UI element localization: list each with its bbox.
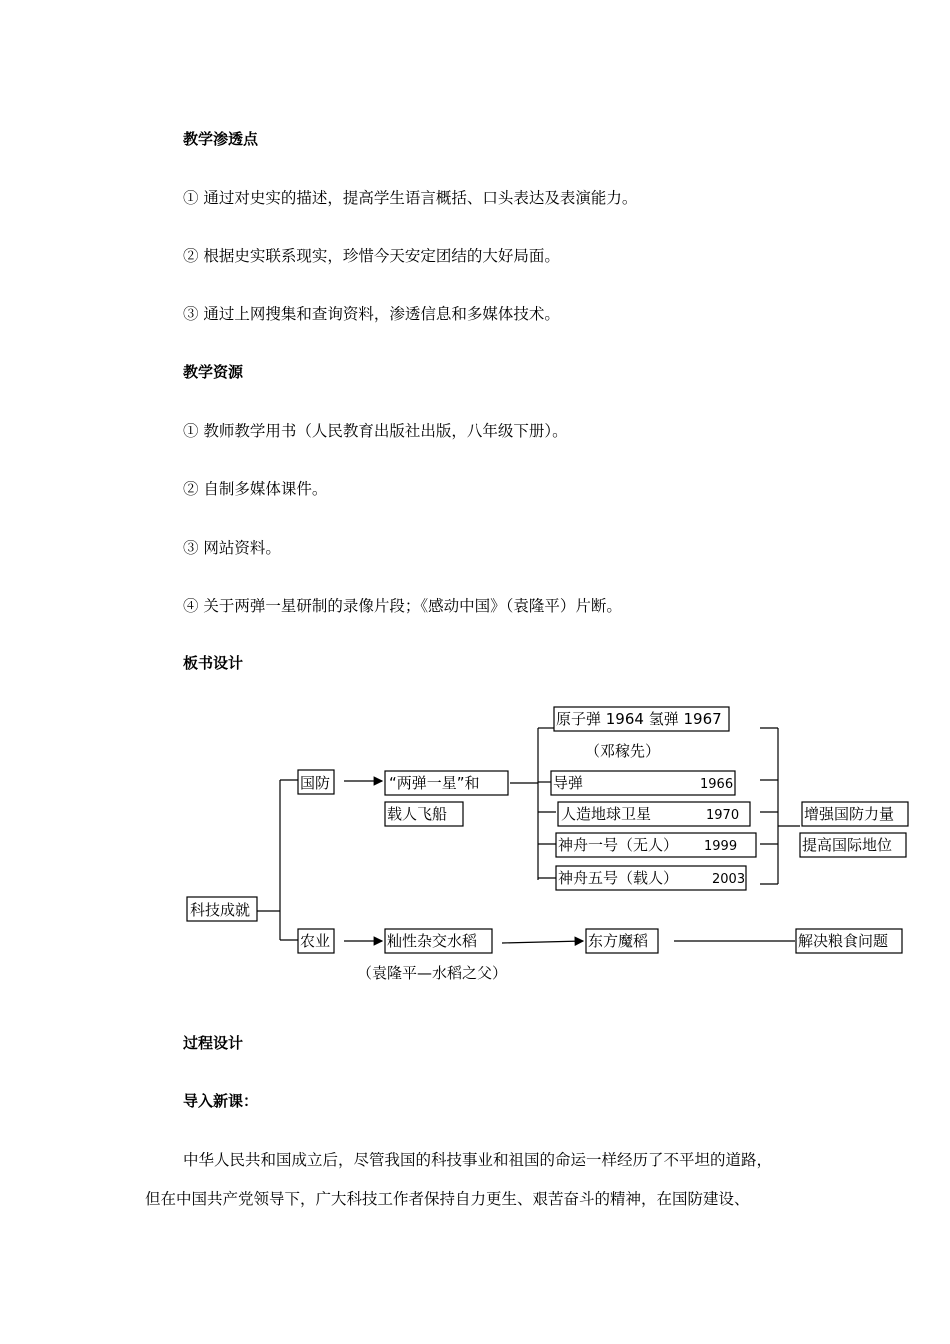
shenzhou5-year: 2003 xyxy=(712,872,746,887)
manned-ship-label: 载人飞船 xyxy=(387,805,448,823)
magic-rice-label: 东方魔稻 xyxy=(588,932,649,950)
heading-penetration: 教学渗透点 xyxy=(183,130,259,148)
atomic-person: （邓稼先） xyxy=(585,742,661,760)
paragraph-line: 中华人民共和国成立后，尽管我国的科技事业和祖国的命运一样经历了不平坦的道路， xyxy=(183,1151,773,1169)
missile-year: 1966 xyxy=(700,777,734,792)
arrow xyxy=(502,941,583,943)
agriculture-label: 农业 xyxy=(300,932,331,950)
heading-resources: 教学资源 xyxy=(183,363,244,381)
penetration-item-3: ③ 通过上网搜集和查询资料，渗透信息和多媒体技术。 xyxy=(183,305,560,323)
resource-item-3: ③ 网站资料。 xyxy=(183,539,281,557)
rice-label: 籼性杂交水稻 xyxy=(387,932,478,950)
root-label: 科技成就 xyxy=(190,901,251,919)
missile-label: 导弹 xyxy=(553,774,584,792)
paragraph-line: 但在中国共产党领导下，广大科技工作者保持自力更生、艰苦奋斗的精神，在国防建设、 xyxy=(145,1190,750,1208)
resource-item-4: ④ 关于两弹一星研制的录像片段；《感动中国》（袁隆平）片断。 xyxy=(183,597,622,615)
satellite-label: 人造地球卫星 xyxy=(561,805,652,823)
shenzhou5-label: 神舟五号（载人） xyxy=(558,869,679,887)
food-label: 解决粮食问题 xyxy=(798,932,889,950)
heading-process: 过程设计 xyxy=(183,1034,244,1052)
two-bombs-label: “两弹一星”和 xyxy=(389,774,480,792)
status-label: 提高国际地位 xyxy=(802,836,893,854)
atomic-label: 原子弹 1964 氢弹 1967 xyxy=(556,710,722,728)
satellite-year: 1970 xyxy=(706,808,740,823)
shenzhou1-year: 1999 xyxy=(704,839,738,854)
defense-label: 国防 xyxy=(300,774,331,792)
strengthen-label: 增强国防力量 xyxy=(804,805,895,823)
shenzhou1-label: 神舟一号（无人） xyxy=(558,836,679,854)
penetration-item-1: ① 通过对史实的描述，提高学生语言概括、口头表达及表演能力。 xyxy=(183,189,638,207)
rice-person: （袁隆平—水稻之父） xyxy=(357,964,508,982)
resource-item-1: ① 教师教学用书（人民教育出版社出版，八年级下册）。 xyxy=(183,422,568,440)
resource-item-2: ② 自制多媒体课件。 xyxy=(183,480,328,498)
penetration-item-2: ② 根据史实联系现实，珍惜今天安定团结的大好局面。 xyxy=(183,247,560,265)
heading-intro: 导入新课： xyxy=(183,1092,259,1110)
heading-board-design: 板书设计 xyxy=(183,654,244,672)
